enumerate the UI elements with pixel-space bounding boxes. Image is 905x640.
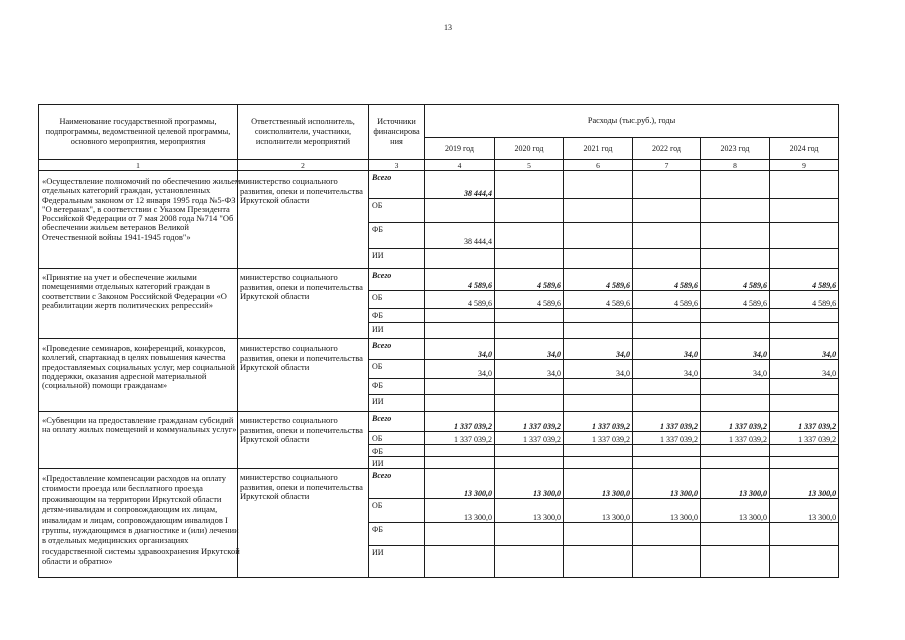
source-label: ИИ <box>369 457 425 469</box>
expense-value-2021 <box>564 309 633 323</box>
source-label: ОБ <box>369 360 425 379</box>
expense-value-2022 <box>633 171 701 199</box>
expense-value-2024 <box>770 457 839 469</box>
header-year-2021: 2021 год <box>564 138 633 160</box>
source-label: Всего <box>369 171 425 199</box>
expense-value-2019 <box>425 199 495 223</box>
expense-value-2022 <box>633 546 701 578</box>
program-name-cell: «Осуществление полномочий по обеспечению жильем отдельных категорий граждан, установленных Федеральным законом от 12 января 1995 года №5-ФЗ "О ветеранах", в соответствии с Указом Президента Российской Федерации от 7 мая 2008 года №714 "Об обеспечении жильем ветеранов Великой Отечественной войны 1941-1945 годов"» <box>39 171 238 269</box>
source-label: ФБ <box>369 445 425 457</box>
source-label: ФБ <box>369 309 425 323</box>
column-number: 2 <box>238 160 369 171</box>
expense-value-2020 <box>495 457 564 469</box>
expense-value-2021 <box>564 395 633 412</box>
expense-value-2021: 1 337 039,2 <box>564 432 633 445</box>
expense-value-2023 <box>701 457 770 469</box>
source-label: Всего <box>369 469 425 499</box>
page-number: 13 <box>444 23 452 32</box>
expense-value-2022 <box>633 249 701 269</box>
expense-value-2023 <box>701 199 770 223</box>
expense-value-2022: 4 589,6 <box>633 291 701 309</box>
expense-value-2020: 13 300,0 <box>495 499 564 523</box>
expense-value-2024 <box>770 379 839 395</box>
expense-value-2020: 1 337 039,2 <box>495 412 564 432</box>
expense-value-2022 <box>633 223 701 249</box>
source-label: Всего <box>369 412 425 432</box>
expense-value-2019 <box>425 523 495 546</box>
expense-value-2020 <box>495 445 564 457</box>
expense-value-2019: 13 300,0 <box>425 469 495 499</box>
source-label: ИИ <box>369 323 425 339</box>
expense-value-2023 <box>701 523 770 546</box>
program-name-cell: «Субвенции на предоставление гражданам субсидий на оплату жилых помещений и коммунальных услуг» <box>39 412 238 469</box>
expense-value-2024: 1 337 039,2 <box>770 412 839 432</box>
column-number: 8 <box>701 160 770 171</box>
source-label: ФБ <box>369 223 425 249</box>
expense-value-2022: 1 337 039,2 <box>633 412 701 432</box>
expense-value-2023 <box>701 546 770 578</box>
expense-value-2023: 34,0 <box>701 360 770 379</box>
expenses-table <box>38 104 839 578</box>
expense-value-2019: 13 300,0 <box>425 499 495 523</box>
expense-value-2021 <box>564 523 633 546</box>
expense-value-2020: 13 300,0 <box>495 469 564 499</box>
expense-value-2019 <box>425 445 495 457</box>
expense-value-2024 <box>770 395 839 412</box>
expense-value-2023: 34,0 <box>701 339 770 360</box>
expense-value-2020 <box>495 223 564 249</box>
column-numbers-row <box>39 160 839 171</box>
header-year-2022: 2022 год <box>633 138 701 160</box>
header-year-2019: 2019 год <box>425 138 495 160</box>
column-number: 3 <box>369 160 425 171</box>
expense-value-2021: 34,0 <box>564 360 633 379</box>
table-row <box>39 171 839 199</box>
expense-value-2023 <box>701 395 770 412</box>
expense-value-2021 <box>564 546 633 578</box>
expense-value-2022: 13 300,0 <box>633 469 701 499</box>
expense-value-2024 <box>770 223 839 249</box>
table-body <box>39 105 839 578</box>
expense-value-2022 <box>633 323 701 339</box>
column-number: 4 <box>425 160 495 171</box>
expense-value-2022 <box>633 523 701 546</box>
expense-value-2021: 13 300,0 <box>564 499 633 523</box>
expense-value-2021: 4 589,6 <box>564 291 633 309</box>
source-label: ОБ <box>369 199 425 223</box>
expense-value-2023: 1 337 039,2 <box>701 432 770 445</box>
source-label: ОБ <box>369 499 425 523</box>
header-funding-source: Источники финансирова ния <box>369 105 425 160</box>
expense-value-2022: 13 300,0 <box>633 499 701 523</box>
header-responsible: Ответственный исполнитель, соисполнители, участники, исполнители мероприятий <box>238 105 369 160</box>
expense-value-2020: 34,0 <box>495 360 564 379</box>
expense-value-2024: 4 589,6 <box>770 291 839 309</box>
expense-value-2020: 4 589,6 <box>495 291 564 309</box>
expense-value-2023 <box>701 223 770 249</box>
expense-value-2024 <box>770 199 839 223</box>
expense-value-2019 <box>425 457 495 469</box>
expense-value-2020: 1 337 039,2 <box>495 432 564 445</box>
expense-value-2020: 4 589,6 <box>495 269 564 291</box>
expense-value-2024: 13 300,0 <box>770 469 839 499</box>
expense-value-2024 <box>770 523 839 546</box>
expense-value-2024: 34,0 <box>770 360 839 379</box>
expense-value-2024 <box>770 309 839 323</box>
expense-value-2023: 13 300,0 <box>701 499 770 523</box>
expense-value-2021 <box>564 323 633 339</box>
header-expenses: Расходы (тыс.руб.), годы <box>425 105 839 138</box>
expense-value-2024 <box>770 249 839 269</box>
expense-value-2023: 4 589,6 <box>701 269 770 291</box>
column-number: 9 <box>770 160 839 171</box>
expense-value-2023 <box>701 445 770 457</box>
expense-value-2024 <box>770 445 839 457</box>
expense-value-2023 <box>701 309 770 323</box>
expense-value-2020: 34,0 <box>495 339 564 360</box>
expense-value-2021 <box>564 223 633 249</box>
expense-value-2020 <box>495 171 564 199</box>
source-label: ОБ <box>369 432 425 445</box>
header-program-name: Наименование государственной программы, подпрограммы, ведомственной целевой программы, основного мероприятия, мероприятия <box>39 105 238 160</box>
table-row <box>39 412 839 432</box>
responsible-cell: министерство социального развития, опеки и попечительства Иркутской области <box>238 412 369 469</box>
expense-value-2022 <box>633 445 701 457</box>
source-label: ИИ <box>369 546 425 578</box>
expense-value-2019: 1 337 039,2 <box>425 412 495 432</box>
expense-value-2024 <box>770 323 839 339</box>
expense-value-2021: 34,0 <box>564 339 633 360</box>
table-row <box>39 469 839 499</box>
expense-value-2022: 4 589,6 <box>633 269 701 291</box>
program-name-cell: «Проведение семинаров, конференций, конкурсов, коллегий, спартакиад в целях повышения качества предоставляемых социальных услуг, мер социальной поддержки, оказания адресной материальной (социальной) помощи гражданам» <box>39 339 238 412</box>
column-number: 1 <box>39 160 238 171</box>
expense-value-2021 <box>564 379 633 395</box>
expense-value-2020 <box>495 309 564 323</box>
source-label: ОБ <box>369 291 425 309</box>
program-name-cell: «Принятие на учет и обеспечение жилыми помещениями отдельных категорий граждан в соответствии с Законом Российской Федерации «О реабилитации жертв политических репрессий» <box>39 269 238 339</box>
expense-value-2019 <box>425 395 495 412</box>
source-label: ИИ <box>369 249 425 269</box>
header-year-2020: 2020 год <box>495 138 564 160</box>
expense-value-2019: 38 444,4 <box>425 223 495 249</box>
source-label: ФБ <box>369 523 425 546</box>
expense-value-2022 <box>633 457 701 469</box>
expense-value-2021 <box>564 457 633 469</box>
header-year-2023: 2023 год <box>701 138 770 160</box>
expense-value-2021 <box>564 249 633 269</box>
expense-value-2023: 1 337 039,2 <box>701 412 770 432</box>
expense-value-2023 <box>701 171 770 199</box>
source-label: ИИ <box>369 395 425 412</box>
expense-value-2020 <box>495 546 564 578</box>
column-number: 6 <box>564 160 633 171</box>
expense-value-2022 <box>633 309 701 323</box>
header-row <box>39 105 839 138</box>
expense-value-2021: 1 337 039,2 <box>564 412 633 432</box>
expense-value-2023 <box>701 323 770 339</box>
expense-value-2020 <box>495 523 564 546</box>
expense-value-2019 <box>425 323 495 339</box>
expense-value-2020 <box>495 199 564 223</box>
expense-value-2019 <box>425 379 495 395</box>
expense-value-2023 <box>701 249 770 269</box>
expense-value-2021 <box>564 199 633 223</box>
responsible-cell: министерство социального развития, опеки и попечительства Иркутской области <box>238 339 369 412</box>
expense-value-2020 <box>495 323 564 339</box>
expense-value-2021 <box>564 445 633 457</box>
expense-value-2024: 13 300,0 <box>770 499 839 523</box>
expense-value-2023: 13 300,0 <box>701 469 770 499</box>
column-number: 7 <box>633 160 701 171</box>
expense-value-2021: 4 589,6 <box>564 269 633 291</box>
expense-value-2024: 1 337 039,2 <box>770 432 839 445</box>
expense-value-2022 <box>633 395 701 412</box>
expense-value-2020 <box>495 379 564 395</box>
expense-value-2021 <box>564 171 633 199</box>
expense-value-2023 <box>701 379 770 395</box>
expense-value-2019 <box>425 249 495 269</box>
expense-value-2019: 34,0 <box>425 339 495 360</box>
expense-value-2019: 34,0 <box>425 360 495 379</box>
expense-value-2022: 34,0 <box>633 360 701 379</box>
expense-value-2022: 1 337 039,2 <box>633 432 701 445</box>
expense-value-2022: 34,0 <box>633 339 701 360</box>
table-row <box>39 339 839 360</box>
expense-value-2022 <box>633 379 701 395</box>
expense-value-2023: 4 589,6 <box>701 291 770 309</box>
expense-value-2019: 4 589,6 <box>425 269 495 291</box>
source-label: Всего <box>369 339 425 360</box>
source-label: ФБ <box>369 379 425 395</box>
source-label: Всего <box>369 269 425 291</box>
expense-value-2024 <box>770 171 839 199</box>
responsible-cell: министерство социального развития, опеки и попечительства Иркутской области <box>238 269 369 339</box>
expense-value-2021: 13 300,0 <box>564 469 633 499</box>
responsible-cell: министерство социального развития, опеки и попечительства Иркутской области <box>238 469 369 578</box>
expense-value-2019: 1 337 039,2 <box>425 432 495 445</box>
expense-value-2019: 38 444,4 <box>425 171 495 199</box>
expense-value-2019 <box>425 546 495 578</box>
expense-value-2024: 34,0 <box>770 339 839 360</box>
expense-value-2024: 4 589,6 <box>770 269 839 291</box>
expense-value-2022 <box>633 199 701 223</box>
program-name-cell: «Предоставление компенсации расходов на оплату стоимости проезда или бесплатного проезда проживающим на территории Иркутской области детям-инвалидам и сопровождающим их лицам, инвалидам и лицам, сопровождающим инвалидов I группы, нуждающимся в диагностике и (или) лечении в отдельных медицинских организациях государственной системы здравоохранения Иркутской области и обратно» <box>39 469 238 578</box>
expense-value-2024 <box>770 546 839 578</box>
header-year-2024: 2024 год <box>770 138 839 160</box>
column-number: 5 <box>495 160 564 171</box>
expense-value-2020 <box>495 395 564 412</box>
expense-value-2019: 4 589,6 <box>425 291 495 309</box>
expense-value-2019 <box>425 309 495 323</box>
table-row <box>39 269 839 291</box>
responsible-cell: министерство социального развития, опеки и попечительства Иркутской области <box>238 171 369 269</box>
expense-value-2020 <box>495 249 564 269</box>
